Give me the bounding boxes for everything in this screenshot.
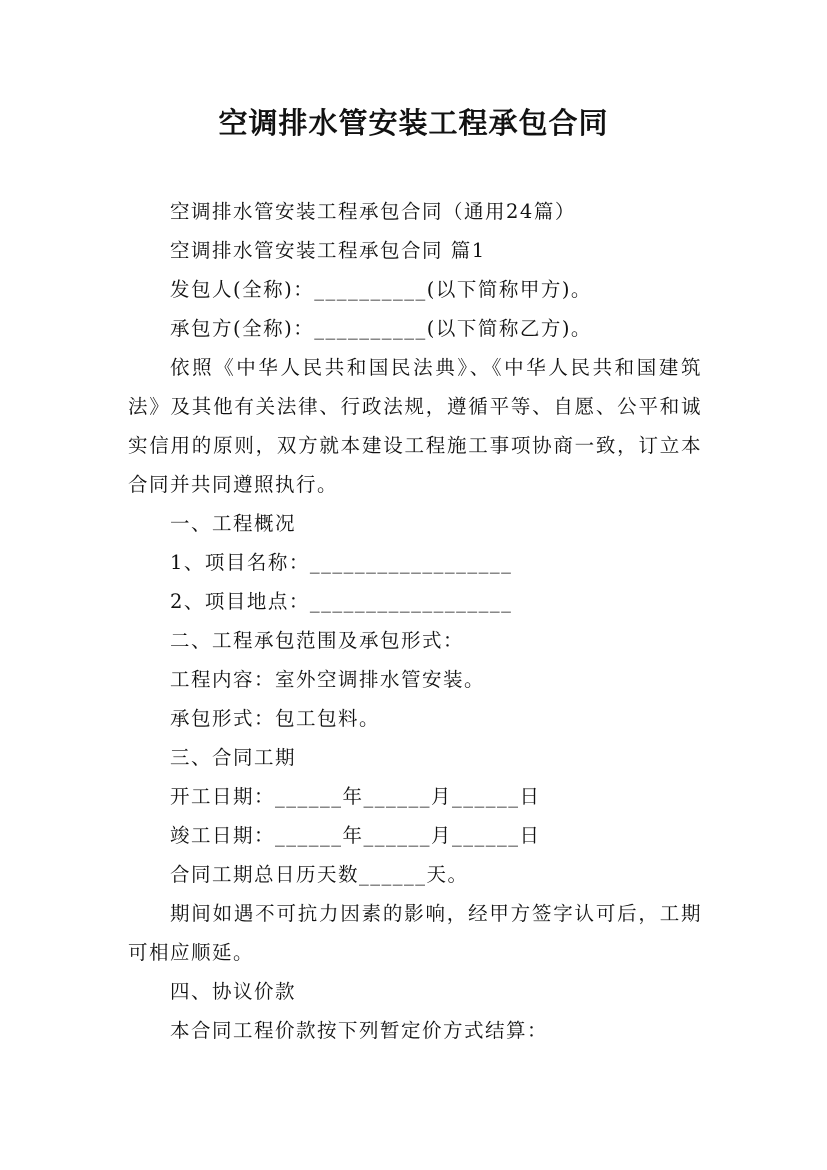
section-heading-scope: 二、工程承包范围及承包形式： bbox=[170, 629, 465, 652]
paragraph-party-a: 发包人(全称)：__________(以下简称甲方)。 bbox=[170, 278, 592, 301]
paragraph-subtitle: 空调排水管安装工程承包合同（通用24篇） bbox=[170, 200, 576, 223]
paragraph-work-content: 工程内容：室外空调排水管安装。 bbox=[170, 668, 486, 691]
document-title: 空调排水管安装工程承包合同 bbox=[218, 106, 609, 140]
paragraph-start-date: 开工日期：______年______月______日 bbox=[170, 785, 541, 808]
paragraph-party-b: 承包方(全称)：__________(以下简称乙方)。 bbox=[170, 317, 592, 340]
paragraph-preamble: 依照《中华人民共和国民法典》、《中华人民共和国建筑法》及其他有关法律、行政法规，遵循平等、自愿、公平和诚实信用的原则，双方就本建设工程施工事项协商一致，订立本合同并共同遵照执行。 bbox=[128, 356, 702, 496]
section-heading-overview: 一、工程概况 bbox=[170, 512, 297, 535]
document-body bbox=[128, 192, 702, 1050]
paragraph-project-location: 2、项目地点：__________________ bbox=[170, 590, 513, 613]
section-heading-price: 四、协议价款 bbox=[170, 980, 297, 1003]
paragraph-contract-form: 承包形式：包工包料。 bbox=[170, 707, 381, 730]
paragraph-force-majeure: 期间如遇不可抗力因素的影响，经甲方签字认可后，工期可相应顺延。 bbox=[128, 902, 702, 964]
section-heading-duration: 三、合同工期 bbox=[170, 746, 297, 769]
paragraph-total-days: 合同工期总日历天数______天。 bbox=[170, 863, 469, 886]
paragraph-completion-date: 竣工日期：______年______月______日 bbox=[170, 824, 541, 847]
paragraph-settlement: 本合同工程价款按下列暂定价方式结算： bbox=[170, 1019, 549, 1042]
paragraph-article-heading: 空调排水管安装工程承包合同 篇1 bbox=[170, 239, 486, 262]
paragraph-project-name: 1、项目名称：__________________ bbox=[170, 551, 513, 574]
